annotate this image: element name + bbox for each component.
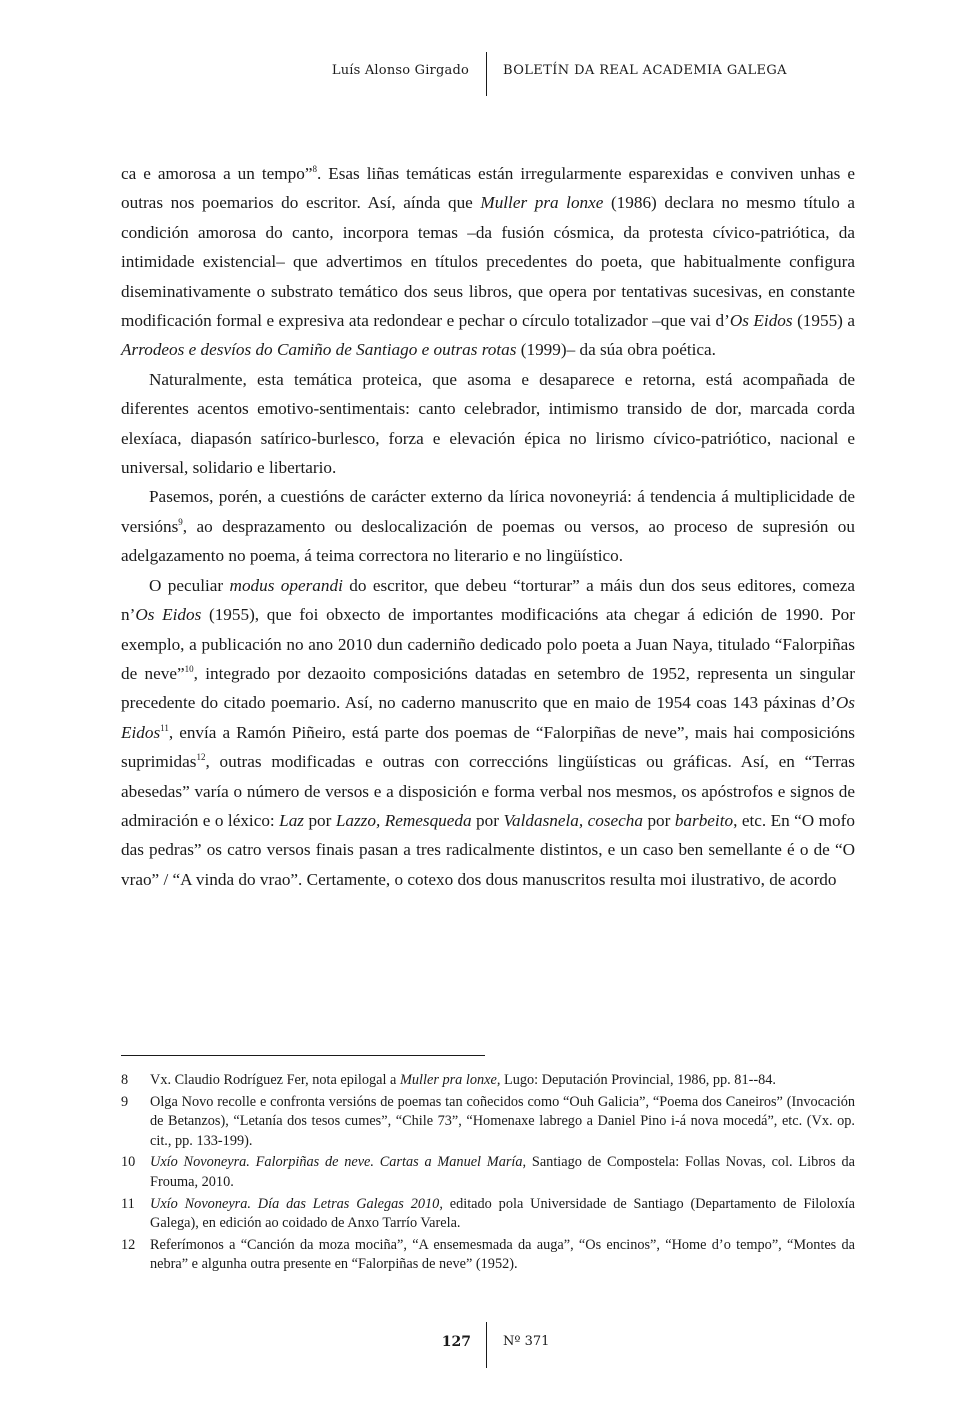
paragraph-2: Naturalmente, esta temática proteica, que asoma e desaparece e retorna, está acompañada de diferentes acentos emotivo-sentimentais: canto celebrador, intimismo transido de dor, marcada corda elexíaca, diapasón satírico-burlesco, forza e elevación épica no lirismo cívico-patriótico, nacional e universal, solidario e libertario. (121, 369, 855, 478)
footnote-8: 8 Vx. Claudio Rodríguez Fer, nota epilogal a Muller pra lonxe, Lugo: Deputación Provincial, 1986, pp. 81--84. (121, 1072, 776, 1088)
footnote-ref-8[interactable]: 8 (312, 164, 317, 174)
header-author: Luís Alonso Girgado (331, 63, 469, 78)
page-number: 127 (441, 1334, 471, 1350)
footnote-9: 9 Olga Novo recolle e confronta versións de poemas tan coñecidos como “Ouh Galicia”, “Poema dos Caneiros” (Invocación de Betanzos), “Letanía dos tesos cumes”, “Chile 73”, “Homenaxe labrego a Daniel Pino i-á nova mocedá”, etc. (Vx. op. cit., pp. 133-199). (121, 1093, 855, 1149)
header-journal: BOLETÍN DA REAL ACADEMIA GALEGA (503, 63, 787, 78)
footer-divider (486, 1322, 487, 1368)
body-text (121, 159, 855, 894)
paragraph-1: ca e amorosa a un tempo”$^8$. Esas liñas temáticas están irregularmente esparexidas e conviven unhas e outras nos poemarios do escritor. Así, aínda que Muller pra lonxe (1986) declara no mesmo título a condición amorosa do canto, incorpora temas –da fusión cósmica, da protesta cívico-patriótica, da intimidade existencial– que advertimos en títulos precedentes do poeta, que habitualmente configura diseminativamente o substrato temático dos seus libros, que opera por tentativas sucesivas, en constante modificación formal e expresiva ata redondear e pechar o círculo totalizador –que vai d’Os Eidos (1955) a Arrodeos e desvíos do Camiño de Santiago e outras rotas (1999)– da súa obra poética. (121, 164, 855, 360)
title-muller-pra-lonxe: Muller pra lonxe (480, 193, 604, 213)
footnote-ref-11[interactable]: 11 (160, 722, 169, 733)
footnote-10: 10 Uxío Novoneyra. Falorpiñas de neve. Cartas a Manuel María, Santiago de Compostela: Follas Novas, col. Libros da Frouma, 2010. (121, 1154, 855, 1190)
running-header (0, 58, 975, 98)
page-footer (0, 1322, 975, 1372)
footnotes (121, 1071, 855, 1277)
footnote-ref-9[interactable]: 9 (178, 516, 183, 527)
paragraph-3: Pasemos, porén, a cuestións de carácter externo da lírica novoneyriá: á tendencia á multiplicidade de versións$^9$, ao desprazamento ou deslocalización de poemas ou versos, ao proceso de supresión ou adelgazamento no poema, á teima correctora no literario e no lingüístico. (121, 487, 855, 566)
footnote-separator (121, 1055, 485, 1056)
footnote-12: 12 Referímonos a “Canción da moza mociña”, “A ensemesmada da auga”, “Os encinos”, “Home d’o tempo”, “Montes da nebra” e algunha outra presente en “Falorpiñas de neve” (1952). (121, 1236, 855, 1273)
issue-number: Nº 371 (503, 1334, 550, 1349)
footnote-ref-12[interactable]: 12 (196, 752, 206, 763)
title-os-eidos: Os Eidos (729, 311, 793, 331)
footnote-ref-10[interactable]: 10 (184, 663, 194, 674)
header-divider (486, 52, 487, 96)
footnote-11: 11 Uxío Novoneyra. Día das Letras Galegas 2010, editado pola Universidade de Santiago (Departamento de Filoloxía Galega), en edición ao coidado de Anxo Tarrío Varela. (121, 1195, 856, 1232)
title-arrodeos: Arrodeos e desvíos do Camiño de Santiago e outras rotas (121, 340, 517, 360)
paragraph-4: O peculiar modus operandi do escritor, que debeu “torturar” a máis dun dos seus editores, comeza n’Os Eidos (1955), que foi obxecto de importantes modificacións ata chegar á edición de 1990. Por exemplo, a publicación no ano 2010 dun caderniño dedicado polo poeta a Juan Naya, titulado “Falorpiñas de neve”$^{10}$, integrado por dezaoito composicións datadas en setembro de 1952, representa un singular precedente do citado poemario. Así, no caderno manuscrito que en maio de 1954 coas 143 páxinas d’Os Eidos$^{11}$, envía a Ramón Piñeiro, está parte dos poemas de “Falorpiñas de neve”, mais hai composicións suprimidas$^{12}$, outras modificadas e outras con correccións lingüísticas ou gráficas. Así, en “Terras abesedas” varía o número de versos e a disposición e forma verbal nos mesmos, os apóstrofos e signos de admiración e o léxico: Laz por Lazzo, Remesqueda por Valdasnela, cosecha por barbeito, etc. En “O mofo das pedras” os catro versos finais pasan a tres radicalmente distintos, e un caso ben semellante é o de “O vrao” / “A vinda do vrao”. Certamente, o cotexo dos dous manuscritos resulta moi ilustrativo, de acordo (121, 575, 855, 889)
